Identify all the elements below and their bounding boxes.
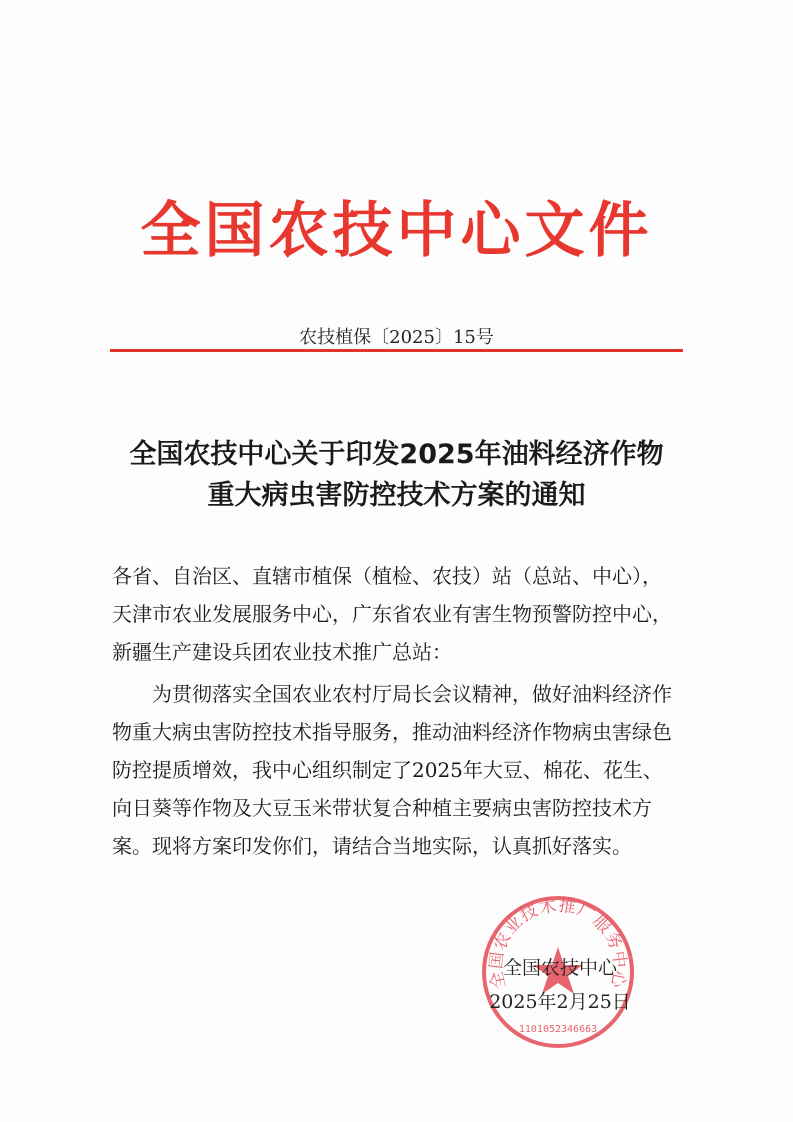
issuing-authority-header: 全国农技中心文件 <box>140 196 653 266</box>
body-paragraph-line: 向日葵等作物及大豆玉米带状复合种植主要病虫害防控技术方 <box>112 796 652 820</box>
document-title-line-1: 全国农技中心关于印发2025年油料经济作物 <box>129 439 664 470</box>
addressee-line: 各省、自治区、直辖市植保（植检、农技）站（总站、中心）， <box>112 564 662 588</box>
addressee-line: 天津市农业发展服务中心，广东省农业有害生物预警防控中心， <box>112 602 672 626</box>
body-paragraph-line: 防控提质增效，我中心组织制定了2025年大豆、棉花、花生、 <box>112 758 663 782</box>
signature-date: 2025年2月25日 <box>489 991 631 1013</box>
signature-organization: 全国农技中心 <box>502 957 617 979</box>
body-paragraph-line: 物重大病虫害防控技术指导服务，推动油料经济作物病虫害绿色 <box>112 720 672 744</box>
red-separator-rule <box>110 349 683 352</box>
seal-ring-text: 全国农业技术推广服务中心 <box>486 895 630 991</box>
addressee-line: 新疆生产建设兵团农业技术推广总站： <box>112 640 452 664</box>
seal-code: 1101052346663 <box>518 1024 598 1035</box>
body-paragraph-line: 案。现将方案印发你们，请结合当地实际，认真抓好落实。 <box>112 834 632 858</box>
body-paragraph-line: 为贯彻落实全国农业农村厅局长会议精神，做好油料经济作 <box>112 682 672 706</box>
document-number: 农技植保〔2025〕15号 <box>299 327 494 348</box>
document-title-line-2: 重大病虫害防控技术方案的通知 <box>207 480 586 511</box>
